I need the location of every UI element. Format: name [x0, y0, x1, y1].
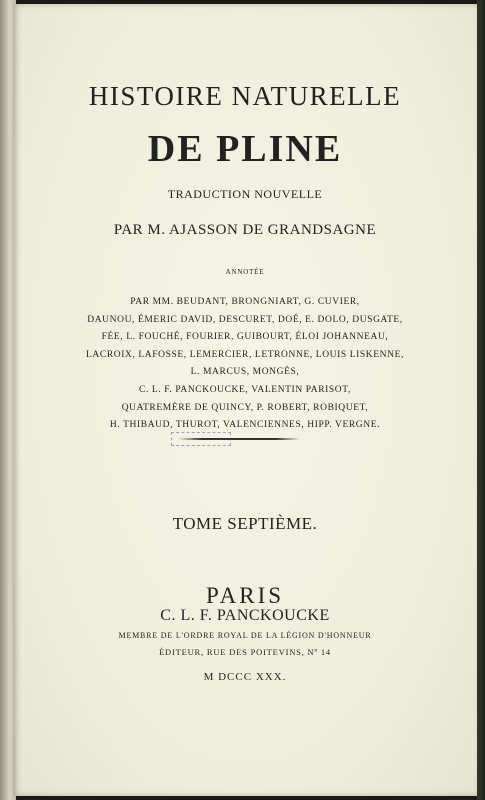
imprint-publisher: C. L. F. PANCKOUCKE	[160, 607, 330, 624]
annotator-line: FÉE, L. FOUCHÉ, FOURIER, GUIBOURT, ÉLOI JOHANNEAU,	[101, 332, 389, 343]
annotator-line: DAUNOU, ÉMERIC DAVID, DESCURET, DOÉ, E. DOLO, DUSGATE,	[87, 314, 403, 325]
imprint-honor: MEMBRE DE L'ORDRE ROYAL DE LA LÉGION D'HONNEUR	[118, 631, 372, 640]
annotator-line: PAR MM. BEUDANT, BRONGNIART, G. CUVIER,	[130, 297, 360, 307]
translator-credit: PAR M. AJASSON DE GRANDSAGNE	[113, 222, 377, 238]
annotator-list	[13, 294, 477, 435]
annotator-line: H. THIBAUD, THUROT, VALENCIENNES, HIPP. VERGNE.	[109, 420, 381, 431]
annotator-line: C. L. F. PANCKOUCKE, VALENTIN PARISOT,	[139, 384, 351, 395]
annotated-label: ANNOTÉE	[225, 268, 265, 276]
annotator-line: L. MARCUS, MONGÈS,	[190, 367, 300, 378]
annotator-line: LACROIX, LAFOSSE, LEMERCIER, LETRONNE, LOUIS LISKENNE,	[86, 349, 404, 360]
imprint-city: PARIS	[205, 583, 285, 608]
volume-number: TOME SEPTIÈME.	[172, 514, 318, 533]
ornamental-rule	[13, 436, 477, 442]
imprint-date: M DCCC XXX.	[203, 671, 287, 683]
imprint-address: ÉDITEUR, RUE DES POITEVINS, Nº 14	[159, 647, 331, 657]
title-page	[13, 4, 477, 796]
title-line-1: HISTOIRE NATURELLE	[88, 81, 402, 111]
book-cover-edge	[477, 0, 485, 800]
subtitle: TRADUCTION NOUVELLE	[167, 187, 323, 201]
title-line-2: DE PLINE	[147, 128, 343, 170]
annotator-line: QUATREMÈRE DE QUINCY, P. ROBERT, ROBIQUET,	[121, 402, 369, 413]
library-stamp	[171, 432, 231, 446]
